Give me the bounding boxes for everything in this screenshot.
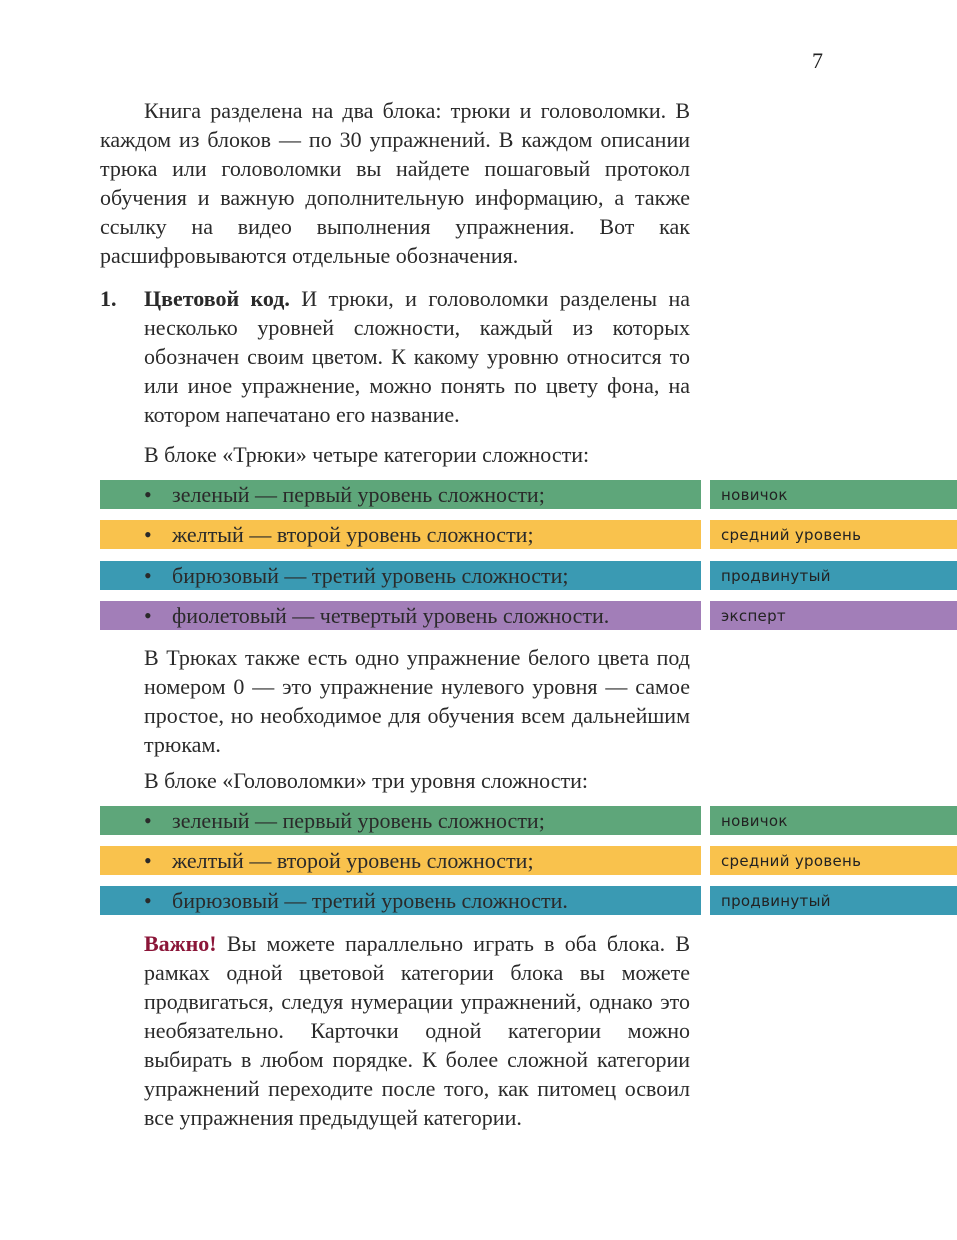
level-tag-label: продвинутый <box>721 891 831 910</box>
level-bar <box>100 806 701 835</box>
level-tag-label: новичок <box>721 811 788 830</box>
level-tag <box>710 846 957 875</box>
level-tag-label: эксперт <box>721 606 786 625</box>
level-text: зеленый — первый уровень сложности; <box>172 482 545 507</box>
puzzles-level-green <box>100 806 957 835</box>
puzzles-level-yellow <box>100 846 957 875</box>
important-paragraph <box>144 929 690 1132</box>
intro-paragraph: Книга разделена на два блока: трюки и головоломки. В каждом из блоков — по 30 упражнений. В каждом описании трюка или головоломки вы найдете пошаговый протокол обучения и важную дополнительную информацию, а также ссылку на видео выполнения упражнения. Вот как расшифровываются отдельные обозначения. <box>100 98 690 268</box>
tricks-level-yellow <box>100 520 957 549</box>
list-number: 1. <box>100 286 117 311</box>
level-text: зеленый — первый уровень сложности; <box>172 808 545 833</box>
bullet: • <box>144 888 152 913</box>
level-bar <box>100 601 701 630</box>
level-tag-label: новичок <box>721 485 788 504</box>
level-text: фиолетовый — четвертый уровень сложности. <box>172 603 610 628</box>
level-tag-label: средний уровень <box>721 851 862 870</box>
level-bar <box>100 520 701 549</box>
level-tag-label: средний уровень <box>721 525 862 544</box>
important-label: Важно! <box>144 931 217 956</box>
tricks-level-green <box>100 480 957 509</box>
level-tag <box>710 561 957 590</box>
color-code-title: Цветовой код. <box>144 286 290 311</box>
bullet: • <box>144 482 152 507</box>
level-text: бирюзовый — третий уровень сложности. <box>172 888 568 913</box>
color-code-paragraph <box>144 284 690 429</box>
bullet: • <box>144 808 152 833</box>
level-bar <box>100 480 701 509</box>
level-tag <box>710 806 957 835</box>
white-zero-paragraph: В Трюках также есть одно упражнение белого цвета под номером 0 — это упражнение нулевого уровня — самое простое, но необходимое для обучения всем дальнейшим трюкам. <box>144 645 690 757</box>
level-bar <box>100 561 701 590</box>
puzzles-lead: В блоке «Головоломки» три уровня сложности: <box>144 768 588 793</box>
puzzles-level-teal <box>100 886 957 915</box>
level-text: желтый — второй уровень сложности; <box>172 522 534 547</box>
tricks-level-purple <box>100 601 957 630</box>
tricks-level-teal <box>100 561 957 590</box>
bullet: • <box>144 522 152 547</box>
bullet: • <box>144 848 152 873</box>
level-tag <box>710 886 957 915</box>
bullet: • <box>144 563 152 588</box>
level-tag <box>710 520 957 549</box>
bullet: • <box>144 603 152 628</box>
tricks-lead: В блоке «Трюки» четыре категории сложности: <box>144 442 590 467</box>
level-bar <box>100 886 701 915</box>
important-text: Вы можете параллельно играть в оба блока. В рамках одной цветовой категории блока вы можете продвигаться, следуя нумерации упражнений, однако это необязательно. Карточки одной категории можно выбирать в любом порядке. К более сложной категории упражнений переходите после того, как питомец освоил все упражнения предыдущей категории. <box>144 931 690 1130</box>
level-text: бирюзовый — третий уровень сложности; <box>172 563 569 588</box>
level-bar <box>100 846 701 875</box>
page-number: 7 <box>812 48 823 73</box>
color-code-text: И трюки, и головоломки разделены на несколько уровней сложности, каждый из которых обозначен своим цветом. К какому уровню относится то или иное упражнение, можно понять по цвету фона, на котором напечатано его название. <box>144 286 690 427</box>
level-tag <box>710 480 957 509</box>
level-text: желтый — второй уровень сложности; <box>172 848 534 873</box>
level-tag <box>710 601 957 630</box>
level-tag-label: продвинутый <box>721 566 831 585</box>
